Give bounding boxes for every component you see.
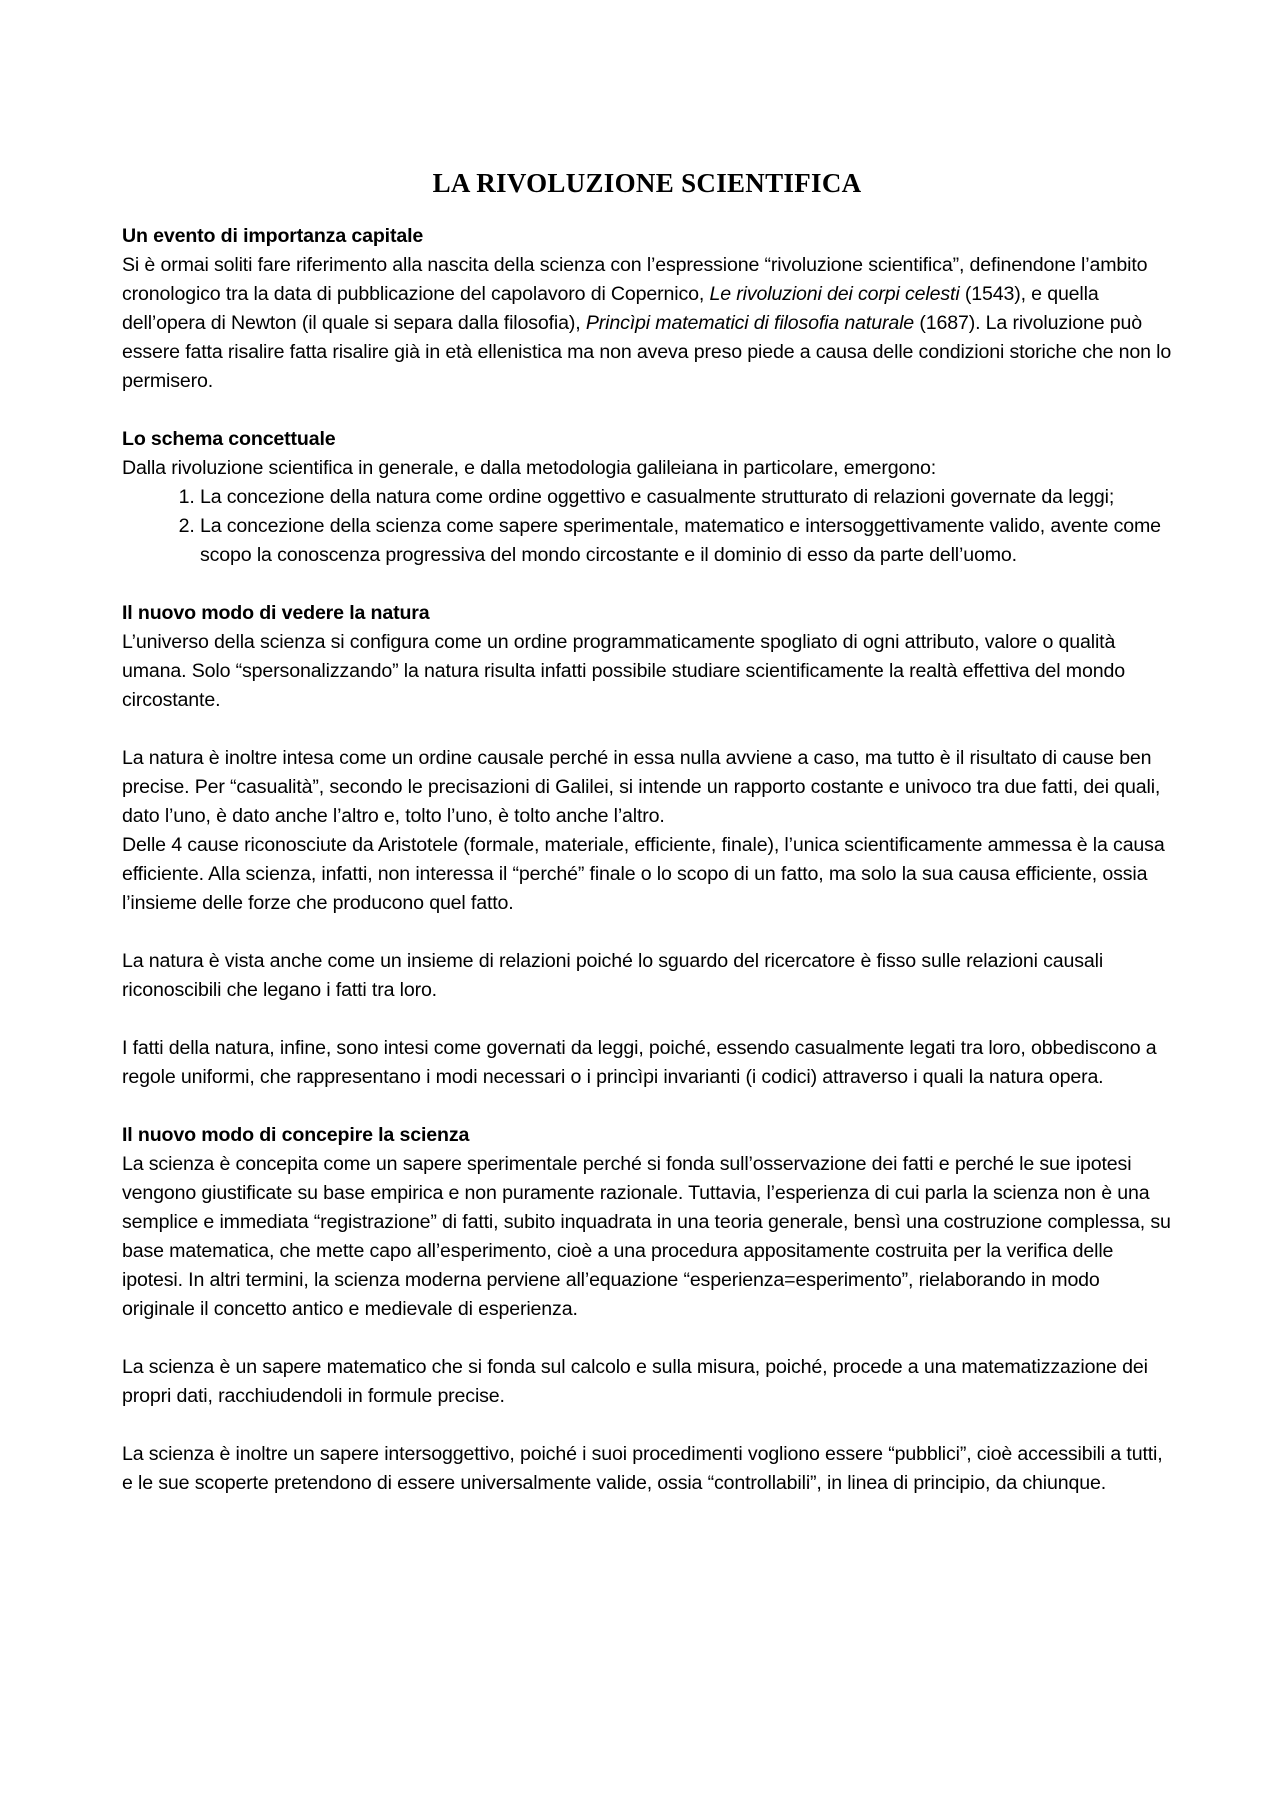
section-scienza [122,1121,1172,1498]
book-title-copernico: Le rivoluzioni dei corpi celesti [709,283,960,305]
section-heading: Il nuovo modo di vedere la natura [122,602,430,624]
numbered-list [122,483,1172,570]
paragraph: La scienza è inoltre un sapere intersoggettivo, poiché i suoi procedimenti vogliono essere “pubblici”, cioè accessibili a tutti, e le sue scoperte pretendono di essere universalmente valide, ossia “controllabili”, in linea di principio, da chiunque. [122,1443,1163,1494]
paragraph: La scienza è un sapere matematico che si fonda sul calcolo e sulla misura, poiché, procede a una matematizzazione dei propri dati, racchiudendoli in formule precise. [122,1356,1148,1407]
section-natura [122,599,1172,1092]
paragraph: Delle 4 cause riconosciute da Aristotele (formale, materiale, efficiente, finale), l’unica scientificamente ammessa è la causa efficiente. Alla scienza, infatti, non interessa il “perché” finale o lo scopo di un fatto, ma solo la sua causa efficiente, ossia l’insieme delle forze che producono quel fatto. [122,834,1165,914]
text-run: (1543), e quella dell’opera di Newton (il quale si separa dalla filosofia), [122,283,1099,334]
document-body [122,166,1172,1527]
paragraph: L’universo della scienza si configura come un ordine programmaticamente spogliato di ogni attributo, valore o qualità umana. Solo “spersonalizzando” la natura risulta infatti possibile studiare scientificamente la realtà effettiva del mondo circostante. [122,631,1125,711]
section-evento [122,222,1172,396]
section-heading: Un evento di importanza capitale [122,225,424,247]
text-run: (1687). La rivoluzione può essere fatta risalire fatta risalire già in età ellenistica ma non aveva preso piede a causa delle condizioni storiche che non lo permisero. [122,312,1172,392]
paragraph: Dalla rivoluzione scientifica in generale, e dalla metodologia galileiana in particolare, emergono: [122,457,937,479]
list-item: 1. La concezione della natura come ordine oggettivo e casualmente strutturato di relazioni governate da leggi; [200,483,1172,512]
section-heading: Lo schema concettuale [122,428,336,450]
paragraph: La natura è inoltre intesa come un ordine causale perché in essa nulla avviene a caso, ma tutto è il risultato di cause ben precise. Per “casualità”, secondo le precisazioni di Galilei, si intende un rapporto costante e univoco tra due fatti, dei quali, dato l’uno, è dato anche l’altro e, tolto l’uno, è tolto anche l’altro. [122,747,1161,827]
paragraph: La natura è vista anche come un insieme di relazioni poiché lo sguardo del ricercatore è fisso sulle relazioni causali riconoscibili che legano i fatti tra loro. [122,950,1104,1001]
list-item: 2. La concezione della scienza come sapere sperimentale, matematico e intersoggettivamente valido, avente come scopo la conoscenza progressiva del mondo circostante e il dominio di esso da parte dell’uomo. [200,512,1172,570]
book-title-newton: Princìpi matematici di filosofia naturale [585,312,915,334]
paragraph: La scienza è concepita come un sapere sperimentale perché si fonda sull’osservazione dei fatti e perché le sue ipotesi vengono giustificate su base empirica e non puramente razionale. Tuttavia, l’esperienza di cui parla la scienza non è una semplice e immediata “registrazione” di fatti, subito inquadrata in una teoria generale, bensì una costruzione complessa, su base matematica, che mette capo all’esperimento, cioè a una procedura appositamente costruita per la verifica delle ipotesi. In altri termini, la scienza moderna perviene all’equazione “esperienza=esperimento”, rielaborando in modo originale il concetto antico e medievale di esperienza. [122,1153,1171,1320]
section-heading: Il nuovo modo di concepire la scienza [122,1124,470,1146]
paragraph: I fatti della natura, infine, sono intesi come governati da leggi, poiché, essendo casualmente legati tra loro, obbediscono a regole uniformi, che rappresentano i modi necessari o i princìpi invarianti (i codici) attraverso i quali la natura opera. [122,1037,1157,1088]
section-schema [122,425,1172,570]
document-title: LA RIVOLUZIONE SCIENTIFICA [432,168,862,198]
text-run: Si è ormai soliti fare riferimento alla nascita della scienza con l’espressione “rivoluzione scientifica”, definendone l’ambito cronologico tra la data di pubblicazione del capolavoro di Copernico, [122,254,1148,305]
paragraph [122,251,1172,396]
